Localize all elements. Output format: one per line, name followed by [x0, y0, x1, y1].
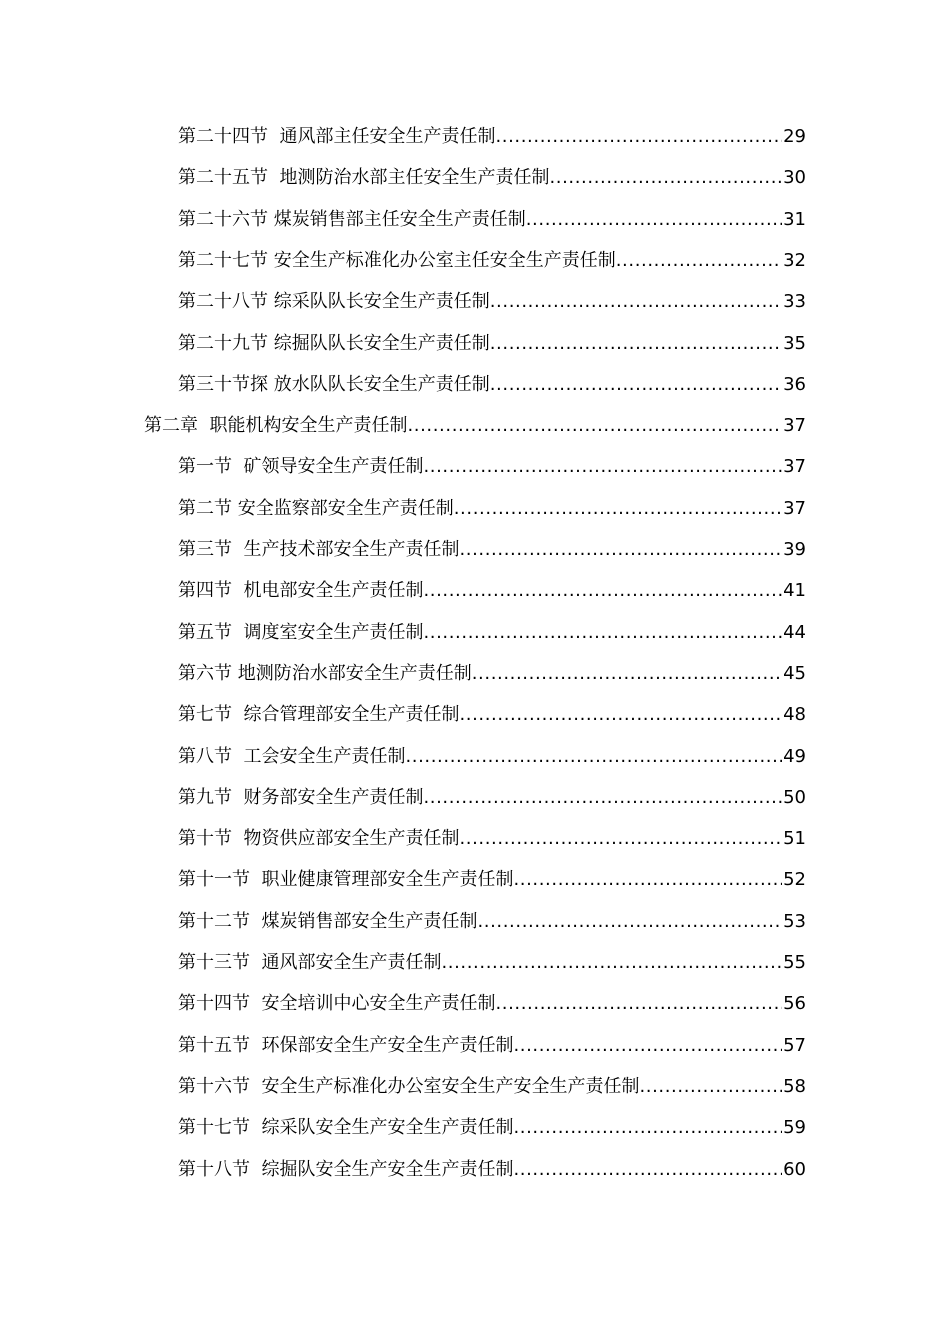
toc-entry-title: 第十四节 安全培训中心安全生产责任制 [178, 993, 496, 1015]
toc-page-number: 50 [782, 777, 806, 818]
toc-leader-dots [472, 653, 782, 694]
toc-entry[interactable] [178, 694, 806, 735]
toc-leader-dots [423, 446, 782, 487]
toc-entry-title: 第二十七节 安全生产标准化办公室主任安全生产责任制 [178, 249, 616, 271]
toc-page-number: 45 [782, 653, 806, 694]
toc-page-number: 31 [782, 199, 806, 240]
toc-leader-dots [454, 488, 782, 529]
toc-page-number: 41 [782, 570, 806, 611]
toc-leader-dots [495, 116, 782, 157]
toc-leader-dots [490, 281, 782, 322]
toc-entry[interactable] [178, 364, 806, 405]
toc-leader-dots [495, 983, 782, 1024]
toc-entry-title: 第二章 职能机构安全生产责任制 [144, 415, 408, 437]
toc-entry[interactable] [178, 1025, 806, 1066]
toc-entry[interactable] [178, 777, 806, 818]
toc-page-number: 36 [782, 364, 806, 405]
toc-leader-dots [407, 405, 782, 446]
toc-page-number: 29 [782, 116, 806, 157]
toc-entry[interactable] [178, 818, 806, 859]
toc-entry-title: 第十节 物资供应部安全生产责任制 [178, 828, 460, 850]
toc-entry[interactable] [178, 901, 806, 942]
toc-page-number: 60 [782, 1149, 806, 1190]
toc-page-number: 30 [782, 157, 806, 198]
toc-page-number: 37 [782, 446, 806, 487]
toc-entry-title: 第十二节 煤炭销售部安全生产责任制 [178, 910, 478, 932]
toc-entry[interactable] [178, 323, 806, 364]
toc-page-number: 35 [782, 323, 806, 364]
toc-entry-title: 第十一节 职业健康管理部安全生产责任制 [178, 869, 514, 891]
toc-entry[interactable] [178, 1149, 806, 1190]
toc-leader-dots [526, 199, 782, 240]
toc-page-number: 37 [782, 405, 806, 446]
toc-entry[interactable] [178, 281, 806, 322]
toc-leader-dots [459, 694, 782, 735]
toc-entry-title: 第二十四节 通风部主任安全生产责任制 [178, 126, 496, 147]
toc-entry[interactable] [178, 1107, 806, 1148]
toc-leader-dots [549, 157, 782, 198]
toc-page-number: 55 [782, 942, 806, 983]
toc-page-number: 37 [782, 488, 806, 529]
toc-entry-title: 第八节 工会安全生产责任制 [178, 745, 406, 767]
toc-entry[interactable] [178, 488, 806, 529]
toc-leader-dots [490, 323, 782, 364]
toc-entry[interactable] [178, 446, 806, 487]
toc-entry-title: 第二节 安全监察部安全生产责任制 [178, 497, 454, 519]
toc-entry-title: 第十八节 综掘队安全生产安全生产责任制 [178, 1158, 514, 1180]
toc-entry[interactable] [178, 859, 806, 900]
toc-entry[interactable] [178, 736, 806, 777]
toc-entry-title: 第十七节 综采队安全生产安全生产责任制 [178, 1117, 514, 1139]
toc-page-number: 52 [782, 859, 806, 900]
toc-leader-dots [490, 364, 782, 405]
toc-page-number: 53 [782, 901, 806, 942]
toc-entry[interactable] [178, 157, 806, 198]
toc-entry[interactable] [178, 570, 806, 611]
toc-page-number: 48 [782, 694, 806, 735]
toc-page-number: 58 [782, 1066, 806, 1107]
toc-page-number: 44 [782, 612, 806, 653]
toc-leader-dots [513, 1107, 782, 1148]
toc-entry[interactable] [178, 942, 806, 983]
toc-entry[interactable] [178, 653, 806, 694]
toc-entry[interactable] [178, 612, 806, 653]
toc-leader-dots [513, 1149, 782, 1190]
toc-entry-title: 第三节 生产技术部安全生产责任制 [178, 539, 460, 560]
toc-page-number: 32 [782, 240, 806, 281]
toc-entry[interactable] [144, 405, 806, 446]
toc-leader-dots [459, 818, 782, 859]
toc-entry[interactable] [178, 240, 806, 281]
toc-page-number: 49 [782, 736, 806, 777]
toc-entry[interactable] [178, 199, 806, 240]
toc-leader-dots [513, 859, 782, 900]
toc-leader-dots [441, 942, 782, 983]
toc-leader-dots [616, 240, 782, 281]
toc-page-number: 39 [782, 529, 806, 570]
toc-leader-dots [513, 1025, 782, 1066]
toc-entry-title: 第一节 矿领导安全生产责任制 [178, 456, 424, 478]
toc-entry[interactable] [178, 1066, 806, 1107]
toc-entry-title: 第六节 地测防治水部安全生产责任制 [178, 662, 472, 684]
toc-leader-dots [423, 777, 782, 818]
toc-entry-title: 第五节 调度室安全生产责任制 [178, 621, 424, 643]
toc-entry-title: 第四节 机电部安全生产责任制 [178, 580, 424, 602]
toc-entry-title: 第七节 综合管理部安全生产责任制 [178, 704, 460, 726]
toc-entry-title: 第二十九节 综掘队队长安全生产责任制 [178, 332, 490, 354]
toc-entry[interactable] [178, 529, 806, 570]
toc-entry-title: 第十六节 安全生产标准化办公室安全生产安全生产责任制 [178, 1075, 640, 1097]
toc-entry-title: 第三十节探 放水队队长安全生产责任制 [178, 373, 490, 395]
toc-entry-title: 第二十六节 煤炭销售部主任安全生产责任制 [178, 208, 526, 230]
toc-leader-dots [459, 529, 782, 570]
toc-entry[interactable] [178, 983, 806, 1024]
toc-leader-dots [477, 901, 782, 942]
toc-entry-title: 第二十五节 地测防治水部主任安全生产责任制 [178, 167, 550, 189]
toc-entry-title: 第九节 财务部安全生产责任制 [178, 786, 424, 808]
toc-leader-dots [423, 612, 782, 653]
toc-leader-dots [639, 1066, 782, 1107]
toc-entry[interactable] [178, 116, 806, 157]
toc-page-number: 59 [782, 1107, 806, 1148]
toc-entry-title: 第二十八节 综采队队长安全生产责任制 [178, 291, 490, 313]
toc-page-number: 56 [782, 983, 806, 1024]
toc-page-number: 57 [782, 1025, 806, 1066]
toc-leader-dots [405, 736, 782, 777]
toc-page-number: 51 [782, 818, 806, 859]
toc-entry-title: 第十三节 通风部安全生产责任制 [178, 952, 442, 973]
toc-page-number: 33 [782, 281, 806, 322]
toc-leader-dots [423, 570, 782, 611]
toc-entry-title: 第十五节 环保部安全生产安全生产责任制 [178, 1034, 514, 1056]
